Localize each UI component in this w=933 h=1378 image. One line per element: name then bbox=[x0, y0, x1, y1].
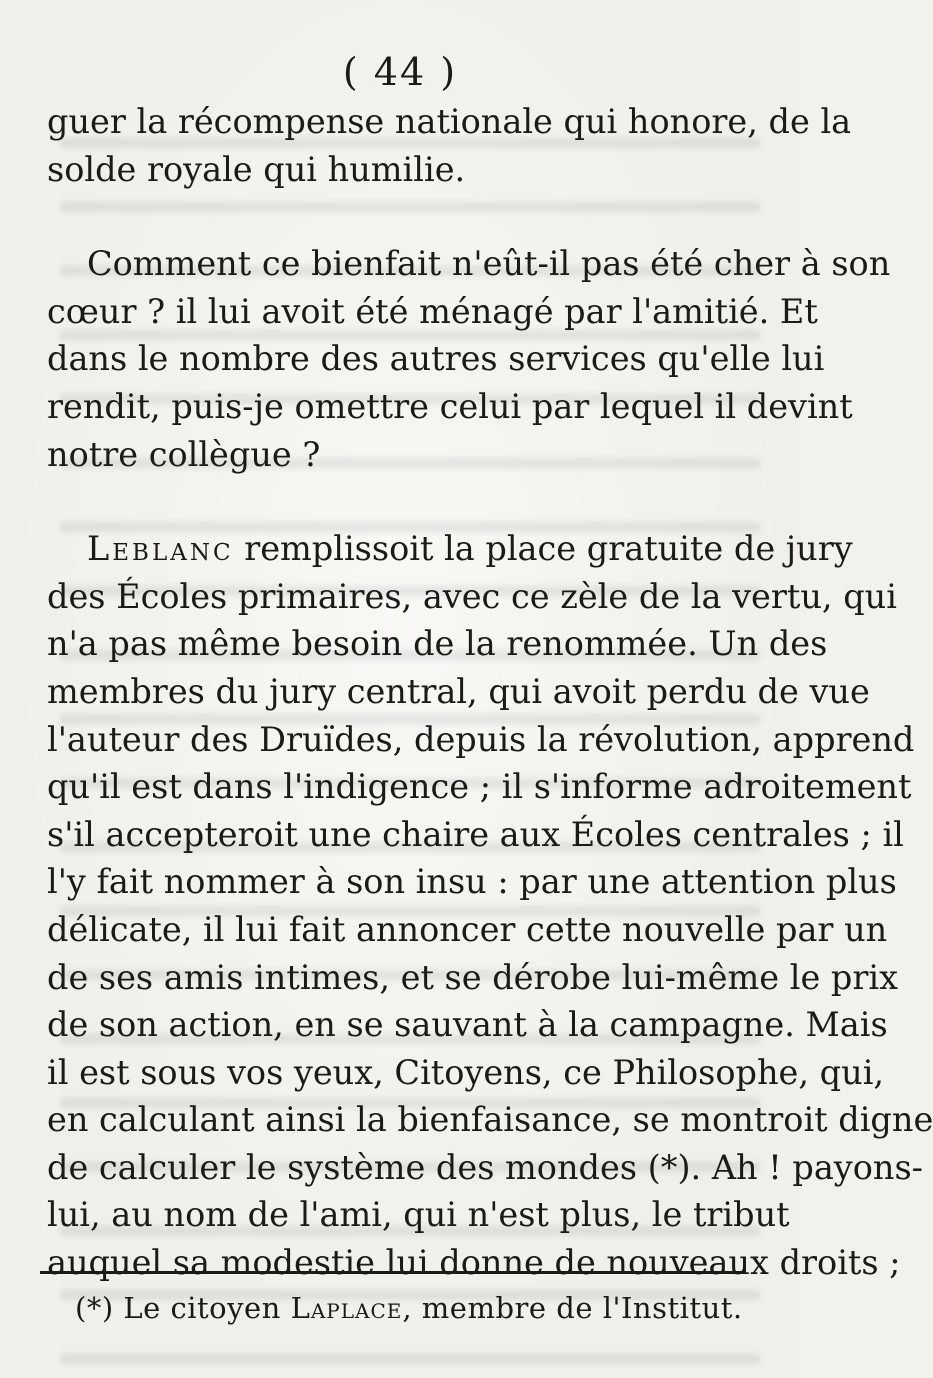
text-line: il est sous vos yeux, Citoyens, ce Philosophe, qui, bbox=[47, 1052, 885, 1092]
text-line: rendit, puis-je omettre celui par lequel il devint bbox=[47, 386, 853, 426]
paragraph-1 bbox=[47, 98, 852, 193]
text-line: cœur ? il lui avoit été ménagé par l'amitié. Et bbox=[47, 291, 818, 331]
text-line: lui, au nom de l'ami, qui n'est plus, le tribut bbox=[47, 1195, 790, 1235]
text-line: n'a pas même besoin de la renommée. Un des bbox=[47, 624, 828, 664]
page-number: ( 44 ) bbox=[342, 50, 458, 94]
text-line: l'y fait nommer à son insu : par une attention plus bbox=[47, 862, 897, 902]
text-line: auquel sa modestie lui donne de nouveaux droits ; bbox=[47, 1243, 901, 1283]
body-text bbox=[47, 98, 933, 1287]
text-line: Comment ce bienfait n'eût-il pas été cher à son bbox=[87, 244, 891, 284]
text-line: de ses amis intimes, et se dérobe lui-même le prix bbox=[47, 957, 898, 997]
text-line: s'il accepteroit une chaire aux Écoles centrales ; il bbox=[47, 814, 904, 854]
text-line: délicate, il lui fait annoncer cette nouvelle par un bbox=[47, 909, 888, 949]
footnote-marker: (*) bbox=[75, 1291, 114, 1325]
text-line: solde royale qui humilie. bbox=[47, 149, 466, 189]
footnote-text-end: , membre de l'Institut. bbox=[402, 1291, 743, 1325]
text-line: qu'il est dans l'indigence ; il s'informe adroitement bbox=[47, 767, 912, 807]
text-line: l'auteur des Druïdes, depuis la révolution, apprend bbox=[47, 719, 915, 759]
text-line bbox=[47, 525, 853, 573]
text-line: guer la récompense nationale qui honore, de la bbox=[47, 102, 852, 141]
paragraph-gap bbox=[47, 478, 759, 525]
person-name-laplace: Laplace bbox=[290, 1291, 403, 1325]
footnote bbox=[75, 1288, 755, 1328]
text-fragment: remplissoit la place gratuite de jury bbox=[244, 529, 853, 569]
text-line: de son action, en se sauvant à la campagne. Mais bbox=[47, 1005, 888, 1045]
footnote-text: Le citoyen bbox=[123, 1291, 281, 1325]
text-line: en calculant ainsi la bienfaisance, se montroit digne bbox=[47, 1100, 933, 1140]
text-line: membres du jury central, qui avoit perdu de vue bbox=[47, 671, 870, 711]
text-line: des Écoles primaires, avec ce zèle de la vertu, qui bbox=[47, 576, 897, 616]
text-line: de calculer le système des mondes (*). Ah ! payons- bbox=[47, 1147, 923, 1187]
paragraph-3 bbox=[47, 525, 933, 1287]
footnote-rule bbox=[40, 1271, 745, 1274]
person-name-leblanc: Leblanc bbox=[87, 529, 234, 569]
paragraph-gap bbox=[47, 193, 759, 240]
paragraph-2 bbox=[47, 240, 891, 478]
text-line: notre collègue ? bbox=[47, 434, 321, 474]
text-line: dans le nombre des autres services qu'elle lui bbox=[47, 339, 825, 379]
